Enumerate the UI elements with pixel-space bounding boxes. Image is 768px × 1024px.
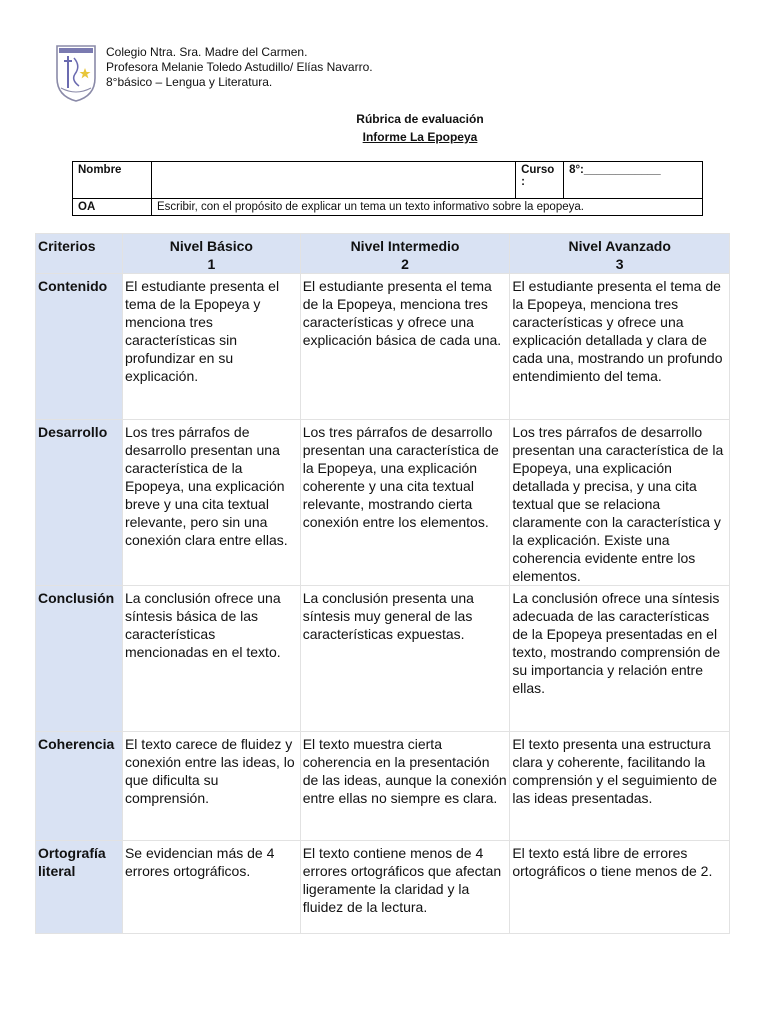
school-name: Colegio Ntra. Sra. Madre del Carmen. — [106, 45, 308, 59]
student-info-table — [72, 161, 703, 216]
curso-field[interactable]: 8°:____________ — [564, 162, 703, 199]
level-number: 2 — [401, 256, 409, 272]
rubric-row-ortografia — [36, 841, 730, 934]
level-number: 1 — [207, 256, 216, 272]
level-header-intermediate — [300, 234, 510, 274]
criterion-label: Conclusión — [36, 586, 123, 732]
criterion-label: Ortografía literal — [36, 841, 123, 934]
rubric-cell: El texto contiene menos de 4 errores ortográficos que afectan ligeramente la claridad y la fluidez de la lectura. — [300, 841, 510, 934]
teacher-names: Profesora Melanie Toledo Astudillo/ Elías Navarro. — [106, 60, 373, 74]
criterion-label: Desarrollo — [36, 420, 123, 586]
level-name: Nivel Avanzado — [568, 238, 671, 254]
level-header-basic — [122, 234, 300, 274]
level-header-advanced — [510, 234, 730, 274]
title-main: Rúbrica de evaluación — [356, 112, 484, 126]
oa-value: Escribir, con el propósito de explicar un tema un texto informativo sobre la epopeya. — [151, 199, 702, 216]
rubric-cell: Se evidencian más de 4 errores ortográficos. — [122, 841, 300, 934]
rubric-row-contenido — [36, 274, 730, 420]
rubric-cell: La conclusión ofrece una síntesis adecuada de las características de la Epopeya presentadas en el texto, mostrando comprensión de su importancia y relación entre ellas. — [510, 586, 730, 732]
rubric-cell: Los tres párrafos de desarrollo presentan una característica de la Epopeya, una explicación coherente y una cita textual relevante, mostrando cierta conexión entre los elementos. — [300, 420, 510, 586]
rubric-cell: El estudiante presenta el tema de la Epopeya, menciona tres características y ofrece una explicación detallada y clara de cada una, mostrando un profundo entendimiento del tema. — [510, 274, 730, 420]
rubric-row-coherencia — [36, 732, 730, 841]
rubric-cell: El texto muestra cierta coherencia en la presentación de las ideas, aunque la conexión entre ellas no siempre es clara. — [300, 732, 510, 841]
document-title — [0, 110, 768, 146]
rubric-cell: El estudiante presenta el tema de la Epopeya, menciona tres características y ofrece una explicación básica de cada una. — [300, 274, 510, 420]
title-sub: Informe La Epopeya — [362, 130, 478, 144]
course-subject: 8°básico – Lengua y Literatura. — [106, 75, 273, 89]
rubric-table — [35, 233, 730, 934]
oa-label: OA — [73, 199, 152, 216]
rubric-row-desarrollo — [36, 420, 730, 586]
level-name: Nivel Básico — [169, 238, 253, 254]
nombre-label: Nombre — [73, 162, 152, 199]
criterion-label: Coherencia — [36, 732, 123, 841]
rubric-cell: La conclusión ofrece una síntesis básica de las características mencionadas en el texto. — [122, 586, 300, 732]
rubric-cell: Los tres párrafos de desarrollo presentan una característica de la Epopeya, una explicación breve y una cita textual relevante, pero sin una conexión clara entre ellas. — [122, 420, 300, 586]
nombre-field[interactable] — [151, 162, 515, 199]
rubric-cell: La conclusión presenta una síntesis muy general de las características expuestas. — [300, 586, 510, 732]
criteria-header: Criterios — [36, 234, 123, 274]
curso-label: Curso : — [516, 162, 564, 199]
rubric-cell: El texto carece de fluidez y conexión entre las ideas, lo que dificulta su comprensión. — [122, 732, 300, 841]
rubric-cell: El texto presenta una estructura clara y coherente, facilitando la comprensión y el seguimiento de las ideas presentadas. — [510, 732, 730, 841]
criterion-label: Contenido — [36, 274, 123, 420]
rubric-cell: El texto está libre de errores ortográficos o tiene menos de 2. — [510, 841, 730, 934]
rubric-row-conclusion — [36, 586, 730, 732]
school-header — [106, 45, 373, 90]
level-name: Nivel Intermedio — [350, 238, 460, 254]
rubric-cell: Los tres párrafos de desarrollo presentan una característica de la Epopeya, una explicación detallada y precisa, y una cita textual que se relaciona claramente con la característica y la explicación. Existe una coherencia evidente entre los elementos. — [510, 420, 730, 586]
level-number: 3 — [615, 256, 624, 272]
school-crest-logo — [55, 44, 97, 102]
rubric-cell: El estudiante presenta el tema de la Epopeya y menciona tres características sin profundizar en su explicación. — [122, 274, 300, 420]
